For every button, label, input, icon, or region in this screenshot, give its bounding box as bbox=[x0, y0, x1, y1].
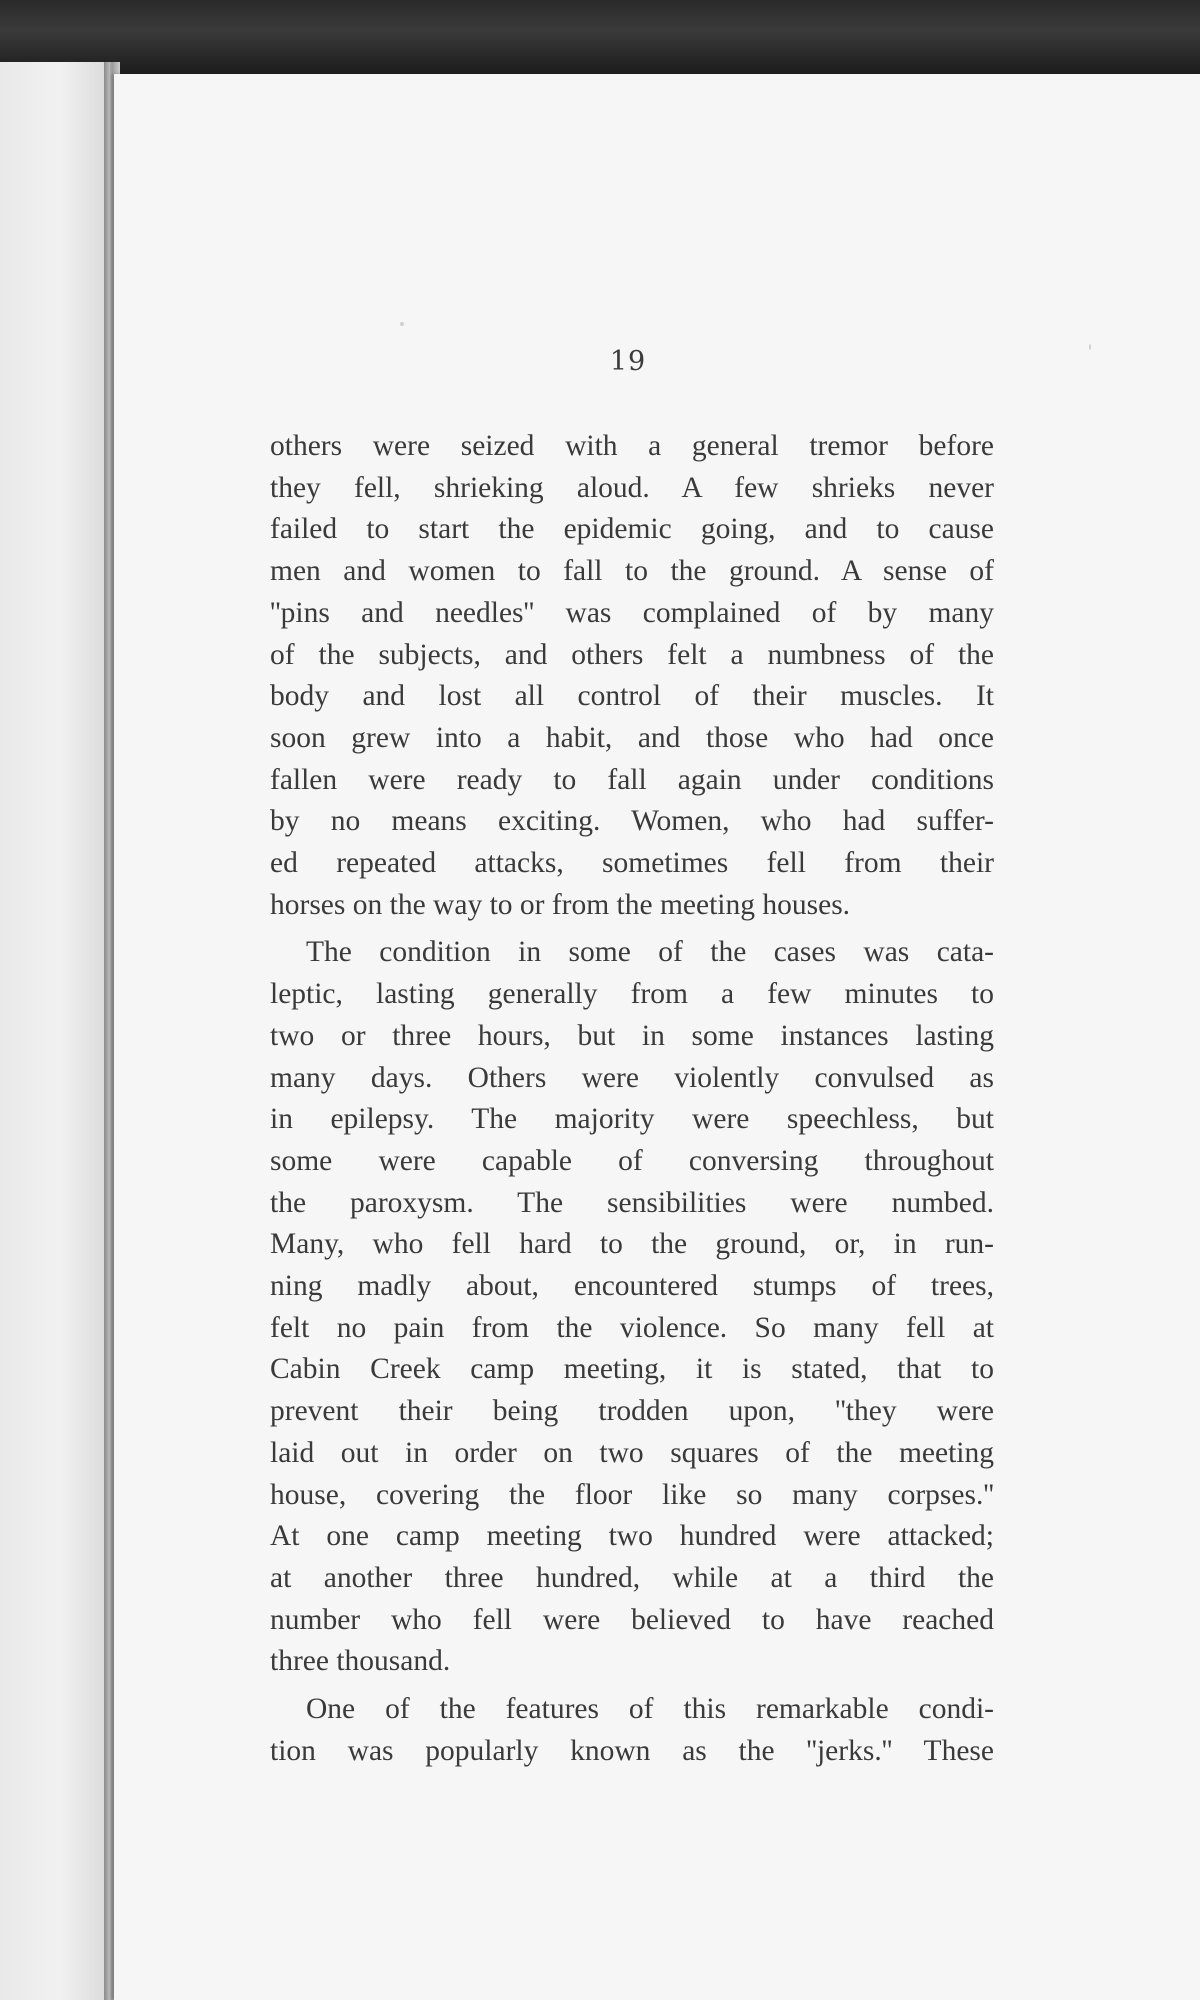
scan-speck bbox=[400, 322, 404, 326]
body-text bbox=[270, 426, 994, 1773]
text-line: number who fell were believed to have reached bbox=[270, 1603, 994, 1636]
text-line: The condition in some of the cases was cata- bbox=[306, 936, 994, 969]
paragraph-3 bbox=[270, 1689, 994, 1772]
text-line: failed to start the epidemic going, and to cause bbox=[270, 513, 994, 546]
page-number: 19 bbox=[609, 346, 647, 377]
text-line: of the subjects, and others felt a numbness of the bbox=[270, 638, 994, 671]
text-line: laid out in order on two squares of the meeting bbox=[270, 1436, 994, 1469]
text-line: horses on the way to or from the meeting houses. bbox=[270, 888, 851, 921]
text-line: ''pins and needles'' was complained of by many bbox=[270, 596, 994, 629]
text-line: two or three hours, but in some instances lasting bbox=[270, 1019, 994, 1052]
text-line: the paroxysm. The sensibilities were numbed. bbox=[270, 1186, 994, 1219]
text-line: others were seized with a general tremor before bbox=[270, 430, 994, 462]
text-line: three thousand. bbox=[270, 1645, 451, 1678]
text-line: leptic, lasting generally from a few minutes to bbox=[270, 978, 994, 1011]
text-line: soon grew into a habit, and those who had once bbox=[270, 721, 994, 754]
left-page-edge bbox=[0, 62, 120, 2000]
text-line: tion was popularly known as the ''jerks.'' These bbox=[270, 1734, 994, 1767]
scan-speck bbox=[1089, 344, 1091, 350]
paragraph-2 bbox=[270, 932, 994, 1683]
text-line: at another three hundred, while at a third the bbox=[270, 1561, 994, 1594]
text-line: fallen were ready to fall again under conditions bbox=[270, 763, 994, 796]
text-line: men and women to fall to the ground. A sense of bbox=[270, 555, 994, 588]
text-line: One of the features of this remarkable condi- bbox=[306, 1693, 994, 1726]
binding-shadow bbox=[104, 62, 110, 2000]
text-line: body and lost all control of their muscles. It bbox=[270, 680, 994, 713]
paragraph-1 bbox=[270, 426, 994, 926]
text-line: Cabin Creek camp meeting, it is stated, that to bbox=[270, 1353, 994, 1386]
book-page bbox=[114, 74, 1200, 2000]
text-line: some were capable of conversing throughout bbox=[270, 1144, 994, 1177]
text-line: prevent their being trodden upon, ''they were bbox=[270, 1395, 994, 1428]
text-line: by no means exciting. Women, who had suffer- bbox=[270, 805, 994, 838]
text-line: Many, who fell hard to the ground, or, in run- bbox=[270, 1228, 994, 1261]
text-line: ed repeated attacks, sometimes fell from their bbox=[270, 847, 994, 880]
text-line: felt no pain from the violence. So many fell at bbox=[270, 1311, 994, 1344]
text-line: At one camp meeting two hundred were attacked; bbox=[270, 1520, 994, 1553]
text-line: ning madly about, encountered stumps of trees, bbox=[270, 1270, 994, 1303]
text-line: in epilepsy. The majority were speechless, but bbox=[270, 1103, 994, 1136]
text-line: house, covering the floor like so many corpses.'' bbox=[270, 1478, 994, 1511]
text-line: they fell, shrieking aloud. A few shrieks never bbox=[270, 471, 994, 504]
text-line: many days. Others were violently convulsed as bbox=[270, 1061, 994, 1094]
